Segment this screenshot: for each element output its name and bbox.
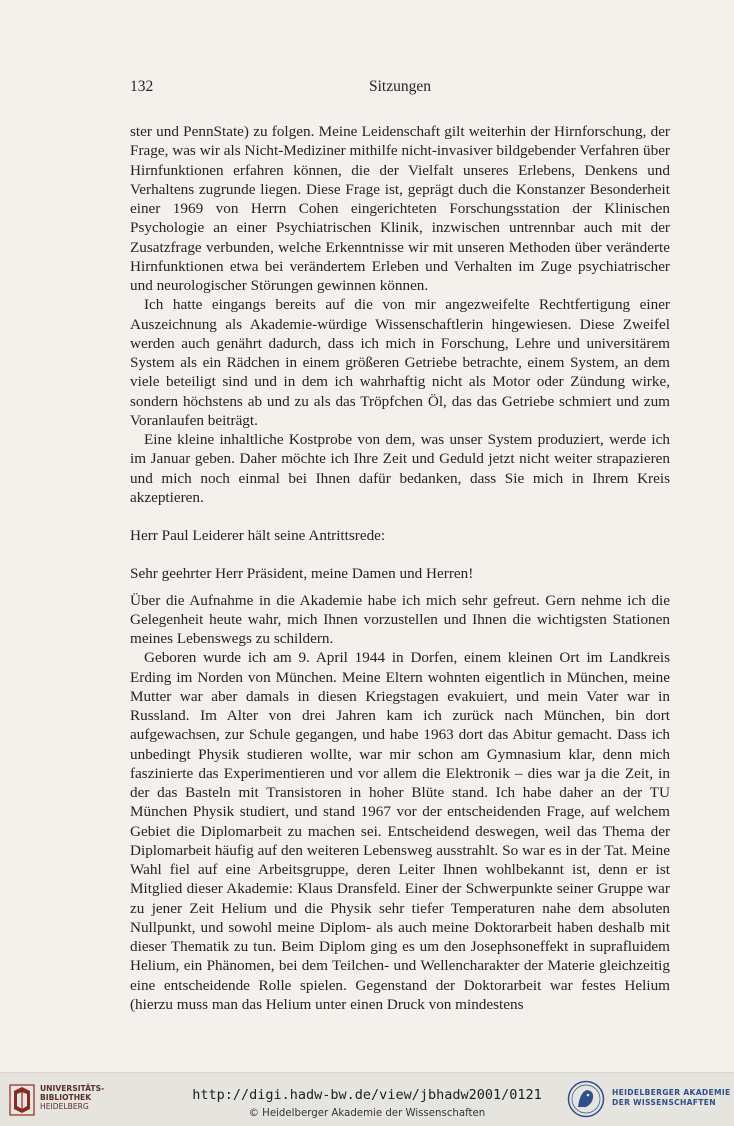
ub-name-line: HEIDELBERG	[40, 1102, 89, 1111]
paragraph: Ich hatte eingangs bereits auf die von mir angezweifelte Rechtfertigung einer Auszeichnung als Akademie-würdige Wissenschaftlerin hingewiesen. Diese Zweifel werden auch genährt dadurch, dass ich mich in Forschung, Lehre und universitärem System als ein Rädchen in einem größeren Getriebe betrachte, einem System, an dem viele beteiligt sind und in dem ich wahrhaftig nicht als Motor oder Zündung wirke, sondern höchstens ab und zu als das Tröpfchen Öl, das das Getriebe schmiert und zum Voranlaufen beiträgt.	[130, 296, 670, 429]
viewer-footer	[0, 1072, 734, 1126]
speech-intro: Herr Paul Leiderer hält seine Antrittsrede:	[130, 527, 386, 544]
paragraph: Eine kleine inhaltliche Kostprobe von dem, was unser System produziert, werde ich im Januar geben. Daher möchte ich Ihre Zeit und Geduld jetzt nicht weiter strapazieren und mich noch einmal bei Ihnen dafür bedanken, dass Sie mich in Ihrem Kreis akzeptieren.	[130, 431, 670, 506]
paragraph: Geboren wurde ich am 9. April 1944 in Dorfen, einem kleinen Ort im Landkreis Erding im Norden von München. Meine Eltern wohnten eigentlich in München, meine Mutter war aber damals in diesen Kriegstagen evakuiert, und mein Vater war in Russland. Im Alter von drei Jahren kam ich zurück nach München, bin dort aufgewachsen, zur Schule gegangen, und habe 1963 dort das Abitur gemacht. Dass ich unbedingt Physik studieren wollte, war mir schon am Gymnasium klar, denn mich faszinierte das Experimentieren und vor allem die Elektronik – dies war ja die Zeit, in der das Basteln mit Transistoren in hoher Blüte stand. Ich habe daher an der TU München Physik studiert, und stand 1967 vor der entscheidenden Frage, auf welchem Gebiet die Diplomarbeit zu machen sei. Entscheidend deswegen, weil das Thema der Diplomarbeit häufig auf den weiteren Lebensweg ausstrahlt. So war es in der Tat. Meine Wahl fiel auf eine Arbeitsgruppe, deren Leiter Ihnen wohlbekannt ist, denn er ist Mitglied dieser Akademie: Klaus Dransfeld. Einer der Schwerpunkte seiner Gruppe war zu jener Zeit Helium und die Physik sehr tiefer Temperaturen nahe dem absoluten Nullpunkt, und sowohl meine Diplom- als auch meine Doktorarbeit haben deshalb mit dieser Thematik zu tun. Beim Diplom ging es um den Josephsoneffekt in suprafluidem Helium, ein Phänomen, bei dem Teilchen- und Wellencharakter der Materie gleichzeitig eine entscheidende Rolle spielen. Gegenstand der Doktorarbeit war festes Helium (hierzu muss man das Helium unter einen Druck von mindestens	[130, 649, 670, 1013]
academy-seal-logo-icon[interactable]	[567, 1080, 605, 1118]
permalink-url[interactable]: http://digi.hadw-bw.de/view/jbhadw2001/0121	[192, 1087, 542, 1103]
salutation: Sehr geehrter Herr Präsident, meine Damen und Herren!	[130, 565, 474, 583]
copyright-notice: © Heidelberger Akademie der Wissenschaften	[248, 1108, 486, 1119]
academy-name-line: HEIDELBERGER AKADEMIE	[612, 1088, 731, 1097]
page-header	[130, 78, 670, 98]
academy-name[interactable]	[612, 1088, 730, 1108]
paragraph-continuation: ster und PennState) zu folgen. Meine Leidenschaft gilt weiterhin der Hirnforschung, der Frage, was wir als Nicht-Mediziner mithilfe nicht-invasiver bildgebender Verfahren über Hirnfunktionen erfahren können, die der Vielfalt unseres Erlebens, Denkens und Verhaltens zugrunde liegen. Diese Frage ist, geprägt duch die Konstanzer Besonderheit einer 1969 von Herrn Cohen eingerichteten Forschungsstation der Klinischen Psychologie an einer Psychiatrischen Klinik, inzwischen untrennbar auch mit der Zusatzfrage verbunden, welche Erkenntnisse wir mit unseren Methoden über veränderte Hirnfunktionen etwa bei verändertem Erleben und Verhalten im Zuge psychiatrischer und neurologischer Störungen gewinnen können.	[130, 123, 670, 294]
ub-name-line: UNIVERSITÄTS-	[40, 1084, 105, 1093]
page-number: 132	[130, 78, 154, 95]
running-title: Sitzungen	[369, 78, 431, 95]
ub-name-line: BIBLIOTHEK	[40, 1093, 92, 1102]
paragraph: Über die Aufnahme in die Akademie habe ich mich sehr gefreut. Gern nehme ich die Gelegenheit heute wahr, mich Ihnen vorzustellen und Ihnen die wichtigsten Stationen meines Lebenswegs zu schildern.	[130, 591, 670, 647]
academy-name-line: DER WISSENSCHAFTEN	[612, 1098, 716, 1107]
body-text	[130, 122, 670, 1014]
